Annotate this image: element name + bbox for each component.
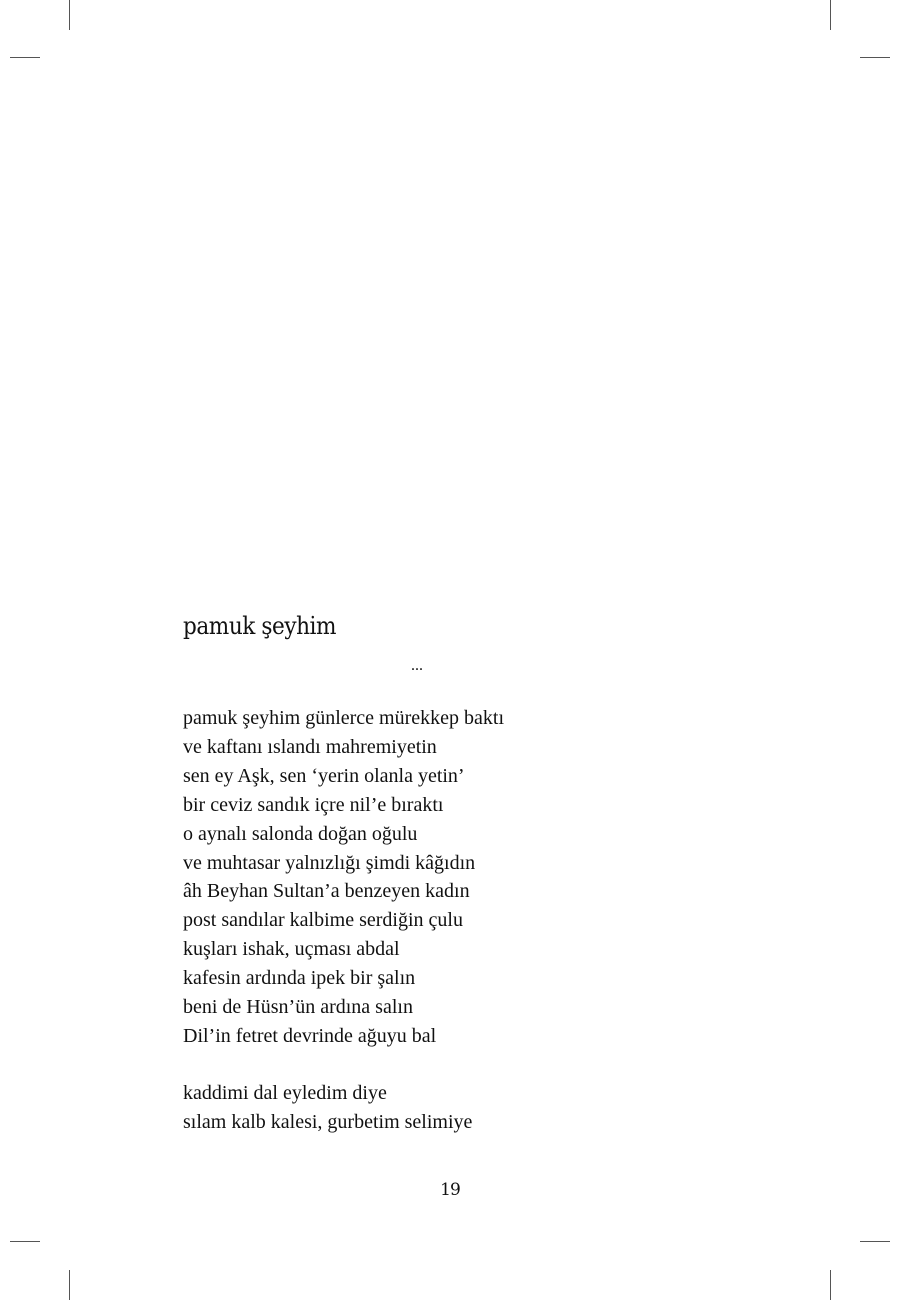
crop-mark-bottom-left-vertical <box>69 1270 70 1300</box>
stanza-2 <box>183 1079 472 1137</box>
crop-mark-top-right-vertical <box>830 0 831 30</box>
crop-mark-bottom-left-horizontal <box>10 1241 40 1242</box>
poem-line: kafesin ardında ipek bir şalın <box>183 967 416 990</box>
poem-line: bir ceviz sandık içre nil’e bıraktı <box>183 793 444 816</box>
poem-line: âh Beyhan Sultan’a benzeyen kadın <box>183 880 470 903</box>
poem-line: sen ey Aşk, sen ‘yerin olanla yetin’ <box>183 764 465 787</box>
poem-line: o aynalı salonda doğan oğulu <box>183 822 418 845</box>
poem-line: beni de Hüsn’ün ardına salın <box>183 996 413 1019</box>
poem-line: kaddimi dal eyledim diye <box>183 1082 387 1104</box>
crop-mark-top-right-horizontal <box>860 57 890 58</box>
page-number: 19 <box>440 1180 460 1200</box>
crop-mark-top-left-horizontal <box>10 57 40 58</box>
poem-line: kuşları ishak, uçması abdal <box>183 938 400 961</box>
poem-separator: ... <box>411 657 423 674</box>
poem-line: sılam kalb kalesi, gurbetim selimiye <box>183 1110 473 1133</box>
crop-mark-top-left-vertical <box>69 0 70 30</box>
crop-mark-bottom-right-horizontal <box>860 1241 890 1242</box>
poem-title: pamuk şeyhim <box>183 612 337 640</box>
poem-line: pamuk şeyhim günlerce mürekkep baktı <box>183 707 505 729</box>
poem-line: Dil’in fetret devrinde ağuyu bal <box>183 1024 437 1047</box>
poem-line: ve kaftanı ıslandı mahremiyetin <box>183 735 437 758</box>
crop-mark-bottom-right-vertical <box>830 1270 831 1300</box>
poem-line: ve muhtasar yalnızlığı şimdi kâğıdın <box>183 851 476 874</box>
poem-line: post sandılar kalbime serdiğin çulu <box>183 909 463 932</box>
stanza-1 <box>183 704 504 1051</box>
